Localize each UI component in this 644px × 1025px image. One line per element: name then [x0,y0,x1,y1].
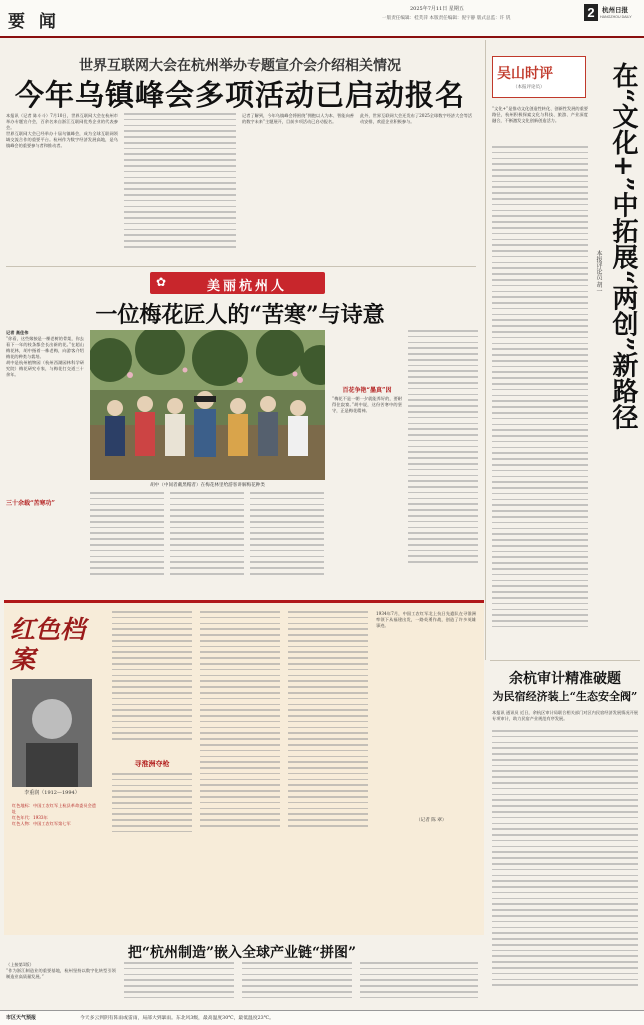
feature-banner-text: 美丽杭州人 [206,279,287,294]
commentary-body-text: “文化+”是推动文化创造性转化、创新性发展的重要路径，杭州积极探索文化与科技、旅游、产业深度融合，不断激发文化创新创造活力。 [492,106,588,123]
date-line: 2025年7月11日 星期五 [410,6,464,12]
manufacturing-column-4 [360,962,478,1006]
feature-body-1: “你看，这些嫁接是一棵老树的骨架，你去看下一年的枝条都会长出新的花。”在超山梅花林，胡中指着一株老梅，向游客介绍梅花的种类与栽培。 [6,336,84,359]
audit-body [492,710,638,1000]
hongse-body: 1934年7月，中国工农红军北上抗日先遣队在寻淮洲率领下从福建出发，一路英勇作战，创造了许多英雄事迹。 [376,611,476,628]
section-title: 要 闻 [8,12,60,32]
portrait-photo [12,679,92,787]
lead-column-1 [6,113,118,263]
audit-subhead: 为民宿经济装上“生态安全阀” [492,690,638,703]
manufacturing-column-1 [6,962,116,1006]
lead-column-4 [360,113,472,263]
page-number-badge: 2 [584,4,598,21]
paper-name-en: HANGZHOU DAILY [600,15,632,19]
editor-line: 一版责任编辑：桂芙萍 本版责任编辑：倪宇静 版式总监：许 钒 [382,16,511,21]
feature-column-2 [90,492,164,584]
commentary-headline: 在“文化+”中拓展“两创”新路径 [608,62,638,430]
plum-garden-photo [90,330,325,480]
manufacturing-headline: 把“杭州制造”嵌入全球产业链“拼图” [127,945,357,961]
hongse-portrait [12,679,92,787]
feature-column-5 [332,330,402,580]
hongse-column-3 [288,611,368,843]
manufacturing-byline: （上接第1版） [6,962,34,967]
paper-name: 杭州日报 [602,6,628,14]
feature-body-2: 胡中是杭州植物园（杭州西湖园林科学研究院）梅花研究专家，与梅花打交道三十余年。 [6,360,84,377]
manufacturing-body: “作为浙江制造业的重要基地，杭州坚持以数字化转型引领制造业高质量发展。” [6,968,116,979]
commentary-body [492,106,588,646]
hongse-title: 寻淮洲夺枪 [134,759,170,768]
feature-column-4 [250,492,324,584]
audit-headline: 余杭审计精准破题 [509,671,621,687]
feature-byline: 记者 高佳伟 [6,330,29,335]
feature-column-1 [6,330,84,580]
audit-body-text: 本报讯 通讯员 近日，余杭区审计局联合相关部门对区内民宿经济发展情况开展专项审计，助力民宿产业规范有序发展。 [492,710,638,721]
hongse-column-4 [376,611,476,843]
lead-byline: 本报讯（记者 陈斗斗）7月10日，世界互联网大会在杭州市举办专题宣介会，百余名来自浙江互联网优秀企业的代表参会。 [6,113,118,130]
masthead [0,0,644,38]
hongse-fact-3: 红色人物：中国工农红军第七军 [12,821,71,826]
hongse-facts [12,803,96,827]
lead-kicker: 世界互联网大会在杭州举办专题宣介会介绍相关情况 [79,58,401,74]
manufacturing-column-2 [124,962,234,1006]
feature-body-3: “梅花不是一朝一夕就能养好的，要耐得住寂寞。”胡中说，这份苦寒中的坚守，正是梅花精神。 [332,396,402,413]
feature-column-6 [408,330,478,580]
hongse-section [4,600,484,935]
hongse-person-label: 李重润（1912—1994） [24,790,80,796]
weather-text: 今天多云到阴有阵雨或雷雨，局部大到暴雨。东北风3级，最高温度30℃，最低温度23℃。 [80,1016,274,1021]
feature-subhead-2: 百花争艳“墨真”因 [342,387,392,394]
hongse-byline: （记者 陈 翠） [416,818,447,823]
feature-photo-caption: 胡中（中间者戴黑帽者）在梅花林里给游客讲解梅花种类 [150,483,265,488]
lead-body-4: 此外，世界互联网大会还发布了2025全球数字经济大会等活动安排，欢迎企业积极参与。 [360,113,472,124]
weather-label: 市区天气预报 [6,1015,37,1021]
feature-photo [90,330,325,480]
commentary-byline: 本报评论员 胡一 [595,250,602,294]
commentary-logo-text: 吴山时评 [497,66,553,82]
feature-column-3 [170,492,244,584]
commentary-logo-sub: （本报评论员） [513,85,545,90]
lead-body-2: 世界互联网大会已经举办十届乌镇峰会，成为全球互联网领域交流合作的重要平台。杭州作为数字经济发展高地，是乌镇峰会的重要参与者和推动者。 [6,131,118,148]
manufacturing-column-3 [242,962,352,1006]
lead-headline: 今年乌镇峰会多项活动已启动报名 [14,78,465,112]
feature-subhead-1: 三十余载“苦寒功” [6,500,55,507]
hongse-logo: 红色档案 [10,615,86,674]
lead-column-2 [124,113,236,263]
commentary-column-logo [492,56,586,98]
hongse-fact-1: 红色地标：中国工农红军上杭县革命委员会遗址 [12,803,96,814]
hongse-column-2 [200,611,280,843]
lead-body-3: 记者了解到，今年乌镇峰会将围绕“拥抱以人为本、智能向善的数字未来”主题展开，目前多项活动已启动报名。 [242,113,354,124]
lead-column-3 [242,113,354,263]
hongse-column-1 [112,611,192,751]
weather-footer [0,1010,644,1025]
feature-banner [150,272,325,294]
hongse-fact-2: 红色年代：1933年 [12,815,48,820]
feature-headline: 一位梅花匠人的“苦寒”与诗意 [95,302,385,328]
feature-banner-flower-icon: ✿ [156,275,167,289]
